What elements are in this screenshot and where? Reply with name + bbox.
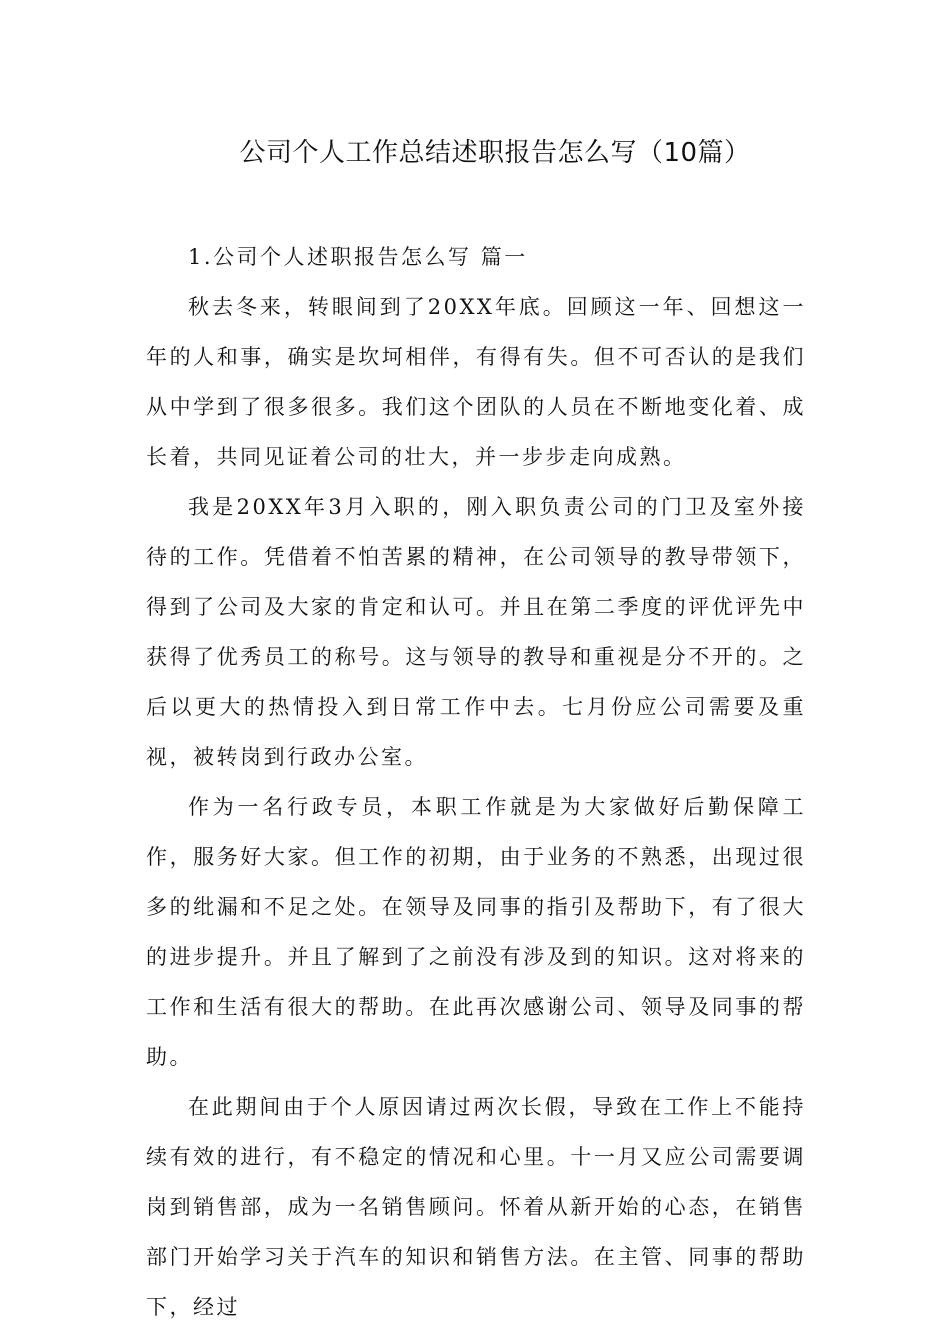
section-heading: 1.公司个人述职报告怎么写 篇一 [188,245,528,269]
paragraph-1: 秋去冬来，转眼间到了20XX年底。回顾这一年、回想这一年的人和事，确实是坎坷相伴，有得有失。但不可否认的是我们从中学到了很多很多。我们这个团队的人员在不断地变化着、成长着，共同见证着公司的壮大，并一步步走向成熟。 [146,295,806,469]
paragraph-4: 在此期间由于个人原因请过两次长假，导致在工作上不能持续有效的进行，有不稳定的情况和心里。十一月又应公司需要调岗到销售部，成为一名销售顾问。怀着从新开始的心态，在销售部门开始学习关于汽车的知识和销售方法。在主管、同事的帮助下，经过 [146,1095,806,1319]
document-title: 公司个人工作总结述职报告怎么写（10篇） [239,138,751,168]
paragraph-2: 我是20XX年3月入职的，刚入职负责公司的门卫及室外接待的工作。凭借着不怕苦累的精神，在公司领导的教导带领下，得到了公司及大家的肯定和认可。并且在第二季度的评优评先中获得了优秀员工的称号。这与领导的教导和重视是分不开的。之后以更大的热情投入到日常工作中去。七月份应公司需要及重视，被转岗到行政办公室。 [146,495,806,769]
document-body [146,232,806,1332]
paragraph-3: 作为一名行政专员，本职工作就是为大家做好后勤保障工作，服务好大家。但工作的初期，由于业务的不熟悉，出现过很多的纰漏和不足之处。在领导及同事的指引及帮助下，有了很大的进步提升。并且了解到了之前没有涉及到的知识。这对将来的工作和生活有很大的帮助。在此再次感谢公司、领导及同事的帮助。 [146,795,806,1069]
